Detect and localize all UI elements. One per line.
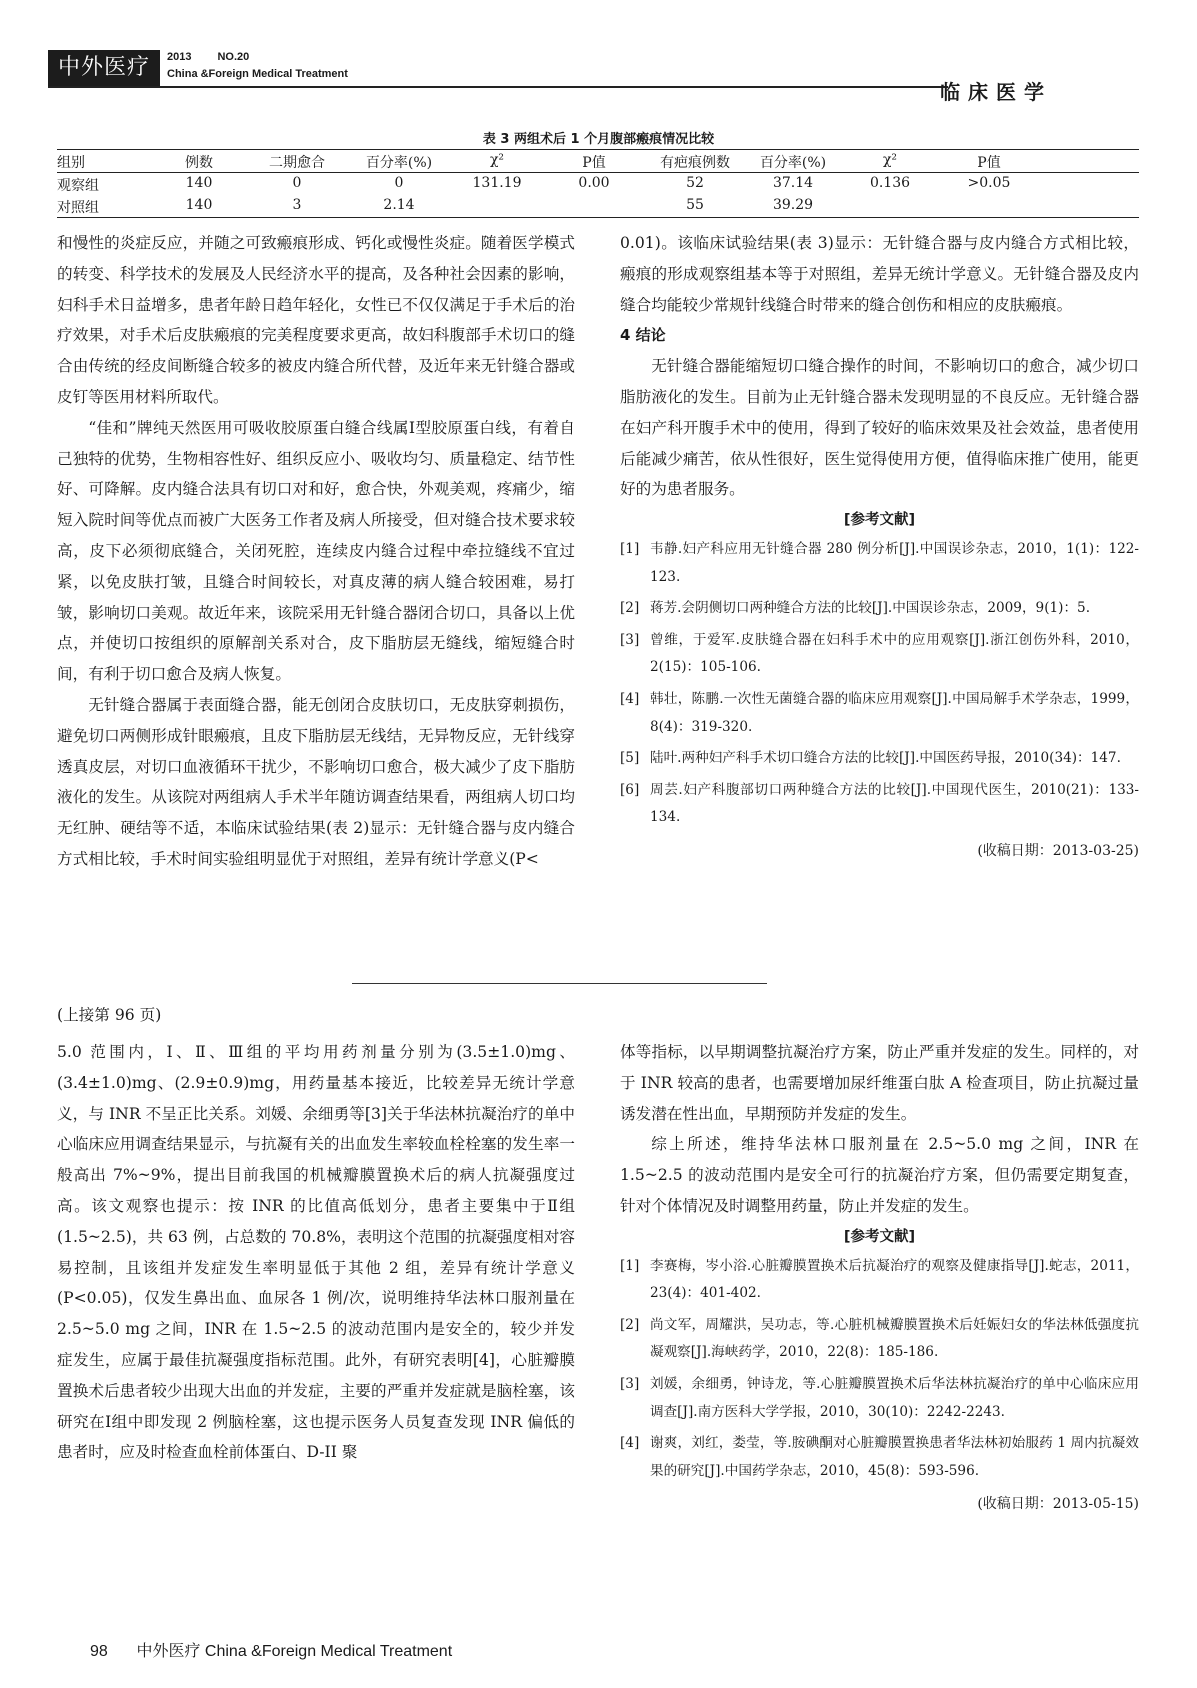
table-3 bbox=[57, 149, 1139, 218]
table-header-row bbox=[57, 150, 1139, 173]
reference-number: [4] bbox=[620, 690, 640, 707]
reference-text: 韦静.妇产科应用无针缝合器 280 例分析[J].中国误诊杂志，2010，1(1)：122-123. bbox=[650, 540, 1139, 585]
table-cell: >0.05 bbox=[967, 175, 1011, 191]
table-cell: 0.136 bbox=[869, 175, 911, 191]
reference-item bbox=[620, 1371, 1139, 1426]
page-number: 98 bbox=[90, 1643, 108, 1660]
reference-text: 韩壮，陈鹏.一次性无菌缝合器的临床应用观察[J].中国局解手术学杂志，1999，8(4)：319-320. bbox=[650, 690, 1139, 735]
reference-text: 周芸.妇产科腹部切口两种缝合方法的比较[J].中国现代医生，2010(21)：133-134. bbox=[650, 781, 1139, 826]
continued-note: (上接第 96 页) bbox=[57, 1006, 162, 1024]
reference-item bbox=[620, 595, 1139, 623]
header-rule bbox=[48, 86, 948, 88]
reference-number: [5] bbox=[620, 750, 640, 767]
table-cell: 0.00 bbox=[578, 175, 610, 191]
table-cell: 2.14 bbox=[383, 197, 415, 213]
body-paragraph: 体等指标，以早期调整抗凝治疗方案，防止严重并发症的发生。同样的，对于 INR 较高的患者，也需要增加尿纤维蛋白肽 A 检查项目，防止抗凝过量诱发潜在性出血，早期预防并发症的发生。 bbox=[620, 1043, 1139, 1123]
reference-text: 曾维，于爱军.皮肤缝合器在妇科手术中的应用观察[J].浙江创伤外科，2010，2(15)：105-106. bbox=[650, 631, 1139, 676]
table-cell: 观察组 bbox=[57, 178, 99, 194]
reference-number: [6] bbox=[620, 781, 640, 798]
reference-item bbox=[620, 1253, 1139, 1308]
reference-number: [2] bbox=[620, 600, 640, 617]
reference-text: 刘媛，余细勇，钟诗龙，等.心脏瓣膜置换术后华法林抗凝治疗的单中心临床应用调查[J].南方医科大学学报，2010，30(10)：2242-2243. bbox=[650, 1375, 1139, 1420]
table-cell: 0 bbox=[394, 175, 404, 191]
th-second-healing: 二期愈合 bbox=[269, 155, 325, 171]
th-chi2-2: χ² bbox=[882, 152, 898, 168]
table-cell: 140 bbox=[185, 197, 213, 213]
reference-item bbox=[620, 745, 1139, 773]
reference-list bbox=[620, 1253, 1139, 1486]
table-cell: 0 bbox=[292, 175, 302, 191]
body-paragraph: 无针缝合器属于表面缝合器，能无创闭合皮肤切口，无皮肤穿刺损伤，避免切口两侧形成针眼瘢痕，且皮下脂肪层无线结，无异物反应，无针线穿透真皮层，对切口血液循环干扰少，不影响切口愈合，极大减少了皮下脂肪液化的发生。从该院对两组病人手术半年随访调查结果看，两组病人切口均无红肿、硬结等不适，本临床试验结果(表 2)显示：无针缝合器与皮内缝合方式相比较，手术时间实验组明显优于对照组，差异有统计学意义(P< bbox=[57, 695, 575, 868]
body-paragraph: 综上所述，维持华法林口服剂量在 2.5~5.0 mg 之间，INR 在 1.5~2.5 的波动范围内是安全可行的抗凝治疗方案，但仍需要定期复查，针对个体情况及时调整用药量，防止并发症的发生。 bbox=[620, 1135, 1139, 1215]
reference-item bbox=[620, 777, 1139, 832]
table-caption: 表 3 两组术后 1 个月腹部瘢痕情况比较 bbox=[482, 132, 715, 147]
article-divider bbox=[352, 983, 767, 984]
reference-number: [2] bbox=[620, 1316, 640, 1333]
journal-english-name: China &Foreign Medical Treatment bbox=[167, 68, 348, 80]
th-group: 组别 bbox=[57, 155, 85, 171]
reference-number: [4] bbox=[620, 1435, 640, 1452]
received-date: (收稿日期：2013-05-15) bbox=[977, 1496, 1139, 1513]
reference-item bbox=[620, 686, 1139, 741]
reference-number: [1] bbox=[620, 540, 640, 557]
table-cell: 52 bbox=[686, 175, 704, 191]
reference-number: [3] bbox=[620, 1375, 640, 1392]
references-title: [参考文献] bbox=[843, 512, 916, 529]
table-cell: 3 bbox=[292, 197, 302, 213]
journal-logo: 中外医疗 bbox=[48, 50, 160, 86]
body-paragraph: “佳和”牌纯天然医用可吸收胶原蛋白缝合线属Ⅰ型胶原蛋白线，有着自己独特的优势，生物相容性好、组织反应小、吸收均匀、质量稳定、结节性好、可降解。皮内缝合法具有切口对和好，愈合快，外观美观，疼痛少，缩短入院时间等优点而被广大医务工作者及病人所接受，但对缝合技术要求较高，皮下必须彻底缝合，关闭死腔，连续皮内缝合过程中牵拉缝线不宜过紧，以免皮肤打皱，且缝合时间较长，对真皮薄的病人缝合较困难，易打皱，影响切口美观。故近年来，该院采用无针缝合器闭合切口，具备以上优点，并使切口按组织的原解剖关系对合，皮下脂肪层无缝线，缩短缝合时间，有利于切口愈合及病人恢复。 bbox=[57, 418, 575, 684]
th-p-1: P值 bbox=[582, 155, 606, 171]
references-title: [参考文献] bbox=[843, 1228, 916, 1245]
issue-year: 2013 bbox=[167, 51, 192, 63]
th-cases: 例数 bbox=[185, 155, 213, 171]
table-cell: 37.14 bbox=[772, 175, 814, 191]
body-paragraph: 0.01)。该临床试验结果(表 3)显示：无针缝合器与皮内缝合方式相比较，瘢痕的形成观察组基本等于对照组，差异无统计学意义。无针缝合器及皮内缝合均能较少常规针线缝合时带来的缝合创伤和相应的皮肤瘢痕。 bbox=[620, 234, 1139, 314]
table-row bbox=[57, 195, 1139, 217]
lower-left-column bbox=[57, 1037, 575, 1468]
table-cell: 39.29 bbox=[772, 197, 814, 213]
reference-item bbox=[620, 627, 1139, 682]
table-cell: 55 bbox=[686, 197, 704, 213]
th-percent-2: 百分率(%) bbox=[759, 155, 827, 171]
section-title: 临床医学 bbox=[940, 80, 1052, 104]
reference-text: 李赛梅，岑小浴.心脏瓣膜置换术后抗凝治疗的观察及健康指导[J].蛇志，2011，23(4)：401-402. bbox=[650, 1257, 1139, 1302]
footer-journal-cn: 中外医疗 bbox=[136, 1641, 201, 1660]
footer-journal-en: China &Foreign Medical Treatment bbox=[204, 1643, 453, 1660]
body-paragraph: 无针缝合器能缩短切口缝合操作的时间，不影响切口的愈合，减少切口脂肪液化的发生。目前为止无针缝合器未发现明显的不良反应。无针缝合器在妇产科开腹手术中的使用，得到了较好的临床效果及社会效益，患者使用后能减少痛苦，依从性很好，医生觉得使用方便，值得临床推广使用，能更好的为患者服务。 bbox=[620, 357, 1139, 499]
table-cell: 140 bbox=[185, 175, 213, 191]
th-percent-1: 百分率(%) bbox=[365, 155, 433, 171]
table-cell: 131.19 bbox=[472, 175, 522, 191]
th-p-2: P值 bbox=[977, 155, 1001, 171]
reference-item bbox=[620, 1430, 1139, 1485]
lower-right-column bbox=[620, 1037, 1139, 1520]
reference-text: 谢爽，刘红，娄莹，等.胺碘酮对心脏瓣膜置换患者华法林初始服药 1 周内抗凝效果的研究[J].中国药学杂志，2010，45(8)：593-596. bbox=[650, 1435, 1139, 1479]
reference-list bbox=[620, 536, 1139, 832]
table-row bbox=[57, 173, 1139, 195]
reference-text: 尚文军，周耀洪，吴功志，等.心脏机械瓣膜置换术后妊娠妇女的华法林低强度抗凝观察[J].海峡药学，2010，22(8)：185-186. bbox=[650, 1316, 1139, 1361]
section-heading-conclusion: 4 结论 bbox=[620, 326, 666, 345]
upper-right-column bbox=[620, 228, 1139, 867]
page-footer bbox=[90, 1638, 452, 1661]
reference-item bbox=[620, 536, 1139, 591]
reference-text: 蒋芳.会阴侧切口两种缝合方法的比较[J].中国误诊杂志，2009，9(1)：5. bbox=[650, 600, 1091, 617]
reference-text: 陆叶.两种妇产科手术切口缝合方法的比较[J].中国医药导报，2010(34)：147. bbox=[650, 750, 1121, 767]
upper-left-column bbox=[57, 228, 575, 875]
reference-item bbox=[620, 1312, 1139, 1367]
received-date: (收稿日期：2013-03-25) bbox=[977, 842, 1139, 859]
reference-number: [1] bbox=[620, 1257, 640, 1274]
issue-number: NO.20 bbox=[217, 51, 250, 63]
issue-info bbox=[167, 50, 249, 64]
reference-number: [3] bbox=[620, 631, 640, 648]
body-paragraph: 和慢性的炎症反应，并随之可致瘢痕形成、钙化或慢性炎症。随着医学模式的转变、科学技术的发展及人民经济水平的提高，及各种社会因素的影响，妇科手术日益增多，患者年龄日趋年轻化，女性已不仅仅满足于手术后的治疗效果，对手术后皮肤瘢痕的完美程度要求更高，故妇科腹部手术切口的缝合由传统的经皮间断缝合较多的被皮内缝合所代替，及近年来无针缝合器或皮钉等医用材料所取代。 bbox=[57, 234, 575, 406]
th-chi2-1: χ² bbox=[489, 152, 505, 168]
body-paragraph: 5.0 范围内，Ⅰ、Ⅱ、Ⅲ组的平均用药剂量分别为(3.5±1.0)mg、(3.4±1.0)mg、(2.9±0.9)mg，用药量基本接近，比较差异无统计学意义，与 INR 不呈正比关系。刘媛、余细勇等[3]关于华法林抗凝治疗的单中心临床应用调查结果显示，与抗凝有关的出血发生率较血栓栓塞的发生率一般高出 7%~9%，提出目前我国的机械瓣膜置换术后的病人抗凝强度过高。该文观察也提示：按 INR 的比值高低划分，患者主要集中于Ⅱ组(1.5~2.5)，共 63 例，占总数的 70.8%，表明这个范围的抗凝强度相对容易控制，且该组并发症发生率明显低于其他 2 组，差异有统计学意义(P<0.05)，仅发生鼻出血、血尿各 1 例/次，说明维持华法林口服剂量在 2.5~5.0 mg 之间，INR 在 1.5~2.5 的波动范围内是安全的，较少并发症发生，应属于最佳抗凝强度指标范围。此外，有研究表明[4]，心脏瓣膜置换术后患者较少出现大出血的并发症，主要的严重并发症就是脑栓塞，该研究在Ⅰ组中即发现 2 例脑栓塞，这也提示医务人员复查发现 INR 偏低的患者时，应及时检查血栓前体蛋白、D-II 聚 bbox=[57, 1043, 575, 1462]
th-scar-cases: 有疤痕例数 bbox=[660, 155, 730, 171]
table-cell: 对照组 bbox=[57, 200, 99, 216]
